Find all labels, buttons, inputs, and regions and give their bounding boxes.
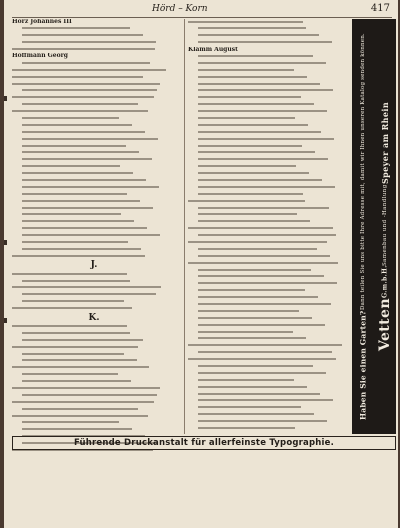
directory-entry bbox=[12, 33, 176, 40]
directory-entry bbox=[188, 102, 352, 109]
directory-entry bbox=[188, 53, 352, 60]
illegible-text-placeholder bbox=[12, 401, 154, 403]
entries-j bbox=[12, 271, 176, 312]
directory-entry bbox=[188, 329, 352, 336]
illegible-text-placeholder bbox=[198, 76, 307, 78]
illegible-text-placeholder bbox=[198, 386, 307, 388]
directory-entry bbox=[188, 302, 352, 309]
directory-entry bbox=[188, 315, 352, 322]
ad-headline: Haben Sie einen Garten? bbox=[358, 310, 368, 420]
illegible-text-placeholder bbox=[198, 234, 336, 236]
gutter-mark bbox=[4, 96, 7, 101]
directory-entry bbox=[12, 177, 176, 184]
directory-entry bbox=[12, 164, 176, 171]
directory-entry: Hoffmann Georg bbox=[12, 53, 68, 60]
illegible-text-placeholder bbox=[198, 296, 318, 298]
directory-entry: Hörz Johannes III bbox=[12, 19, 72, 25]
directory-entry bbox=[188, 391, 352, 398]
illegible-text-placeholder bbox=[198, 324, 325, 326]
directory-entry bbox=[188, 81, 352, 88]
directory-entry bbox=[12, 171, 176, 178]
directory-entry bbox=[12, 253, 176, 260]
illegible-text-placeholder bbox=[12, 387, 160, 389]
illegible-text-placeholder bbox=[12, 96, 154, 98]
illegible-text-placeholder bbox=[12, 325, 127, 327]
directory-entry bbox=[188, 233, 352, 240]
directory-entry bbox=[12, 150, 176, 157]
illegible-text-placeholder bbox=[198, 186, 335, 188]
directory-entry bbox=[188, 40, 352, 47]
directory-entry bbox=[12, 219, 176, 226]
illegible-text-placeholder bbox=[198, 379, 294, 381]
directory-entry bbox=[188, 219, 352, 226]
illegible-text-placeholder bbox=[198, 310, 299, 312]
directory-entry bbox=[188, 205, 352, 212]
illegible-text-placeholder bbox=[22, 300, 124, 302]
directory-entry bbox=[12, 143, 176, 150]
section-heading-k: K. bbox=[88, 312, 100, 323]
ad-text bbox=[352, 19, 374, 434]
illegible-text-placeholder bbox=[198, 193, 303, 195]
directory-entry bbox=[188, 177, 352, 184]
illegible-text-placeholder bbox=[198, 427, 295, 429]
illegible-text-placeholder bbox=[198, 103, 314, 105]
directory-entry bbox=[12, 205, 176, 212]
illegible-text-placeholder bbox=[198, 337, 306, 339]
illegible-text-placeholder bbox=[198, 351, 332, 353]
directory-entry bbox=[12, 358, 176, 365]
vertical-advertisement bbox=[352, 19, 396, 434]
directory-entry bbox=[12, 233, 176, 240]
illegible-text-placeholder bbox=[22, 428, 132, 430]
directory-entry bbox=[188, 336, 352, 343]
directory-entry bbox=[188, 157, 352, 164]
directory-entry bbox=[12, 109, 176, 116]
illegible-text-placeholder bbox=[22, 62, 150, 64]
ad-company-suffix: G.m.b.H. bbox=[381, 265, 389, 299]
right-column bbox=[184, 19, 352, 434]
page-margin bbox=[4, 452, 398, 528]
directory-entry bbox=[188, 171, 352, 178]
directory-entry bbox=[188, 288, 352, 295]
directory-entry bbox=[188, 350, 352, 357]
directory-entry bbox=[12, 198, 176, 205]
directory-entry bbox=[188, 33, 352, 40]
directory-entry bbox=[12, 40, 176, 47]
illegible-text-placeholder bbox=[22, 207, 153, 209]
illegible-text-placeholder bbox=[22, 179, 146, 181]
illegible-text-placeholder bbox=[188, 241, 327, 243]
directory-entry bbox=[12, 60, 176, 67]
illegible-text-placeholder bbox=[198, 269, 311, 271]
illegible-text-placeholder bbox=[198, 282, 337, 284]
directory-entry bbox=[188, 109, 352, 116]
illegible-text-placeholder bbox=[22, 138, 158, 140]
illegible-text-placeholder bbox=[198, 213, 297, 215]
directory-entry bbox=[188, 405, 352, 412]
illegible-text-placeholder bbox=[198, 96, 301, 98]
illegible-text-placeholder bbox=[22, 241, 128, 243]
illegible-text-placeholder bbox=[12, 366, 149, 368]
directory-entry bbox=[12, 337, 176, 344]
illegible-text-placeholder bbox=[22, 103, 138, 105]
illegible-text-placeholder bbox=[188, 21, 303, 23]
directory-entry bbox=[188, 136, 352, 143]
directory-entry bbox=[188, 364, 352, 371]
illegible-text-placeholder bbox=[198, 124, 308, 126]
illegible-text-placeholder bbox=[198, 372, 326, 374]
running-header: Hörd – Korn bbox=[152, 4, 208, 14]
illegible-text-placeholder bbox=[22, 89, 157, 91]
illegible-text-placeholder bbox=[22, 394, 157, 396]
illegible-text-placeholder bbox=[198, 55, 313, 57]
directory-entry bbox=[188, 274, 352, 281]
ad-company-location: Speyer am Rhein bbox=[380, 101, 390, 184]
right-entries bbox=[188, 19, 352, 432]
illegible-text-placeholder bbox=[188, 358, 336, 360]
directory-entry bbox=[188, 412, 352, 419]
illegible-text-placeholder bbox=[22, 165, 120, 167]
directory-entry bbox=[12, 129, 176, 136]
directory-entry bbox=[12, 299, 176, 306]
directory-entry bbox=[188, 74, 352, 81]
illegible-text-placeholder bbox=[22, 339, 143, 341]
directory-entry bbox=[12, 386, 176, 393]
illegible-text-placeholder bbox=[198, 399, 333, 401]
illegible-text-placeholder bbox=[22, 41, 156, 43]
directory-entry bbox=[12, 122, 176, 129]
illegible-text-placeholder bbox=[198, 207, 329, 209]
illegible-text-placeholder bbox=[198, 220, 310, 222]
directory-entry bbox=[12, 372, 176, 379]
illegible-text-placeholder bbox=[198, 289, 305, 291]
illegible-text-placeholder bbox=[198, 117, 295, 119]
illegible-text-placeholder bbox=[22, 421, 119, 423]
directory-entry bbox=[188, 295, 352, 302]
illegible-text-placeholder bbox=[12, 346, 138, 348]
directory-entry bbox=[12, 88, 176, 95]
directory-entry bbox=[12, 365, 176, 372]
directory-entry bbox=[12, 285, 176, 292]
directory-entry bbox=[188, 253, 352, 260]
directory-entry bbox=[12, 392, 176, 399]
directory-entry bbox=[188, 226, 352, 233]
gutter-mark bbox=[4, 318, 7, 323]
illegible-text-placeholder bbox=[22, 193, 127, 195]
illegible-text-placeholder bbox=[198, 255, 330, 257]
illegible-text-placeholder bbox=[198, 275, 324, 277]
directory-entry bbox=[12, 324, 176, 331]
directory-entry bbox=[188, 95, 352, 102]
directory-entry bbox=[12, 240, 176, 247]
directory-entry bbox=[12, 330, 176, 337]
illegible-text-placeholder bbox=[198, 165, 296, 167]
directory-entry bbox=[12, 271, 176, 278]
directory-entry bbox=[188, 343, 352, 350]
directory-entry bbox=[12, 399, 176, 406]
directory-entry bbox=[188, 129, 352, 136]
illegible-text-placeholder bbox=[198, 34, 319, 36]
illegible-text-placeholder bbox=[22, 145, 126, 147]
directory-entry bbox=[188, 377, 352, 384]
illegible-text-placeholder bbox=[12, 273, 127, 275]
directory-entry bbox=[12, 102, 176, 109]
directory-entry bbox=[188, 260, 352, 267]
illegible-text-placeholder bbox=[22, 380, 131, 382]
illegible-text-placeholder bbox=[22, 227, 147, 229]
illegible-text-placeholder bbox=[198, 89, 333, 91]
directory-entry bbox=[188, 150, 352, 157]
directory-entry bbox=[12, 81, 176, 88]
page-header bbox=[12, 3, 392, 18]
illegible-text-placeholder bbox=[22, 124, 132, 126]
illegible-text-placeholder bbox=[198, 131, 321, 133]
illegible-text-placeholder bbox=[22, 359, 137, 361]
directory-entry bbox=[188, 115, 352, 122]
directory-entry bbox=[12, 306, 176, 313]
illegible-text-placeholder bbox=[22, 151, 139, 153]
page-number: 417 bbox=[370, 3, 390, 14]
directory-entry bbox=[188, 88, 352, 95]
directory-entry bbox=[188, 184, 352, 191]
illegible-text-placeholder bbox=[22, 234, 160, 236]
directory-entry bbox=[12, 26, 176, 33]
illegible-text-placeholder bbox=[22, 131, 145, 133]
illegible-text-placeholder bbox=[12, 48, 155, 50]
directory-entry bbox=[12, 157, 176, 164]
directory-entry bbox=[188, 419, 352, 426]
illegible-text-placeholder bbox=[12, 307, 132, 309]
directory-entry bbox=[12, 115, 176, 122]
directory-entry bbox=[188, 212, 352, 219]
illegible-text-placeholder bbox=[198, 406, 301, 408]
directory-entry bbox=[12, 184, 176, 191]
illegible-text-placeholder bbox=[198, 248, 317, 250]
illegible-text-placeholder bbox=[198, 365, 313, 367]
illegible-text-placeholder bbox=[22, 353, 124, 355]
illegible-text-placeholder bbox=[22, 280, 130, 282]
directory-entry bbox=[12, 74, 176, 81]
illegible-text-placeholder bbox=[188, 262, 338, 264]
directory-entry bbox=[12, 67, 176, 74]
directory-entry bbox=[12, 191, 176, 198]
illegible-text-placeholder bbox=[12, 255, 145, 257]
illegible-text-placeholder bbox=[22, 373, 118, 375]
footer-banner: Führende Druckanstalt für allerfeinste Typographie. bbox=[12, 436, 396, 450]
directory-entry bbox=[188, 122, 352, 129]
directory-entry bbox=[12, 406, 176, 413]
directory-entry bbox=[188, 164, 352, 171]
illegible-text-placeholder bbox=[198, 110, 327, 112]
directory-entry bbox=[12, 351, 176, 358]
ad-company-name: Vetten bbox=[377, 298, 393, 352]
illegible-text-placeholder bbox=[22, 27, 130, 29]
directory-entry bbox=[188, 370, 352, 377]
directory-entry bbox=[188, 26, 352, 33]
illegible-text-placeholder bbox=[22, 220, 134, 222]
directory-entry bbox=[12, 292, 176, 299]
directory-entry bbox=[188, 60, 352, 67]
directory-entry bbox=[12, 413, 176, 420]
directory-entry bbox=[12, 379, 176, 386]
directory-entry bbox=[188, 267, 352, 274]
illegible-text-placeholder bbox=[198, 158, 328, 160]
illegible-text-placeholder bbox=[198, 83, 320, 85]
illegible-text-placeholder bbox=[12, 83, 160, 85]
gutter-mark bbox=[4, 240, 7, 245]
directory-entry bbox=[188, 384, 352, 391]
illegible-text-placeholder bbox=[22, 408, 138, 410]
directory-entry bbox=[12, 95, 176, 102]
directory-page bbox=[4, 0, 398, 528]
illegible-text-placeholder bbox=[22, 248, 141, 250]
directory-entry bbox=[12, 420, 176, 427]
illegible-text-placeholder bbox=[22, 200, 140, 202]
illegible-text-placeholder bbox=[198, 413, 314, 415]
directory-entry bbox=[188, 398, 352, 405]
illegible-text-placeholder bbox=[198, 179, 322, 181]
directory-entry bbox=[12, 427, 176, 434]
illegible-text-placeholder bbox=[188, 227, 333, 229]
illegible-text-placeholder bbox=[198, 69, 294, 71]
illegible-text-placeholder bbox=[198, 151, 315, 153]
directory-entry bbox=[188, 240, 352, 247]
directory-entry bbox=[188, 322, 352, 329]
illegible-text-placeholder bbox=[198, 317, 312, 319]
directory-entry bbox=[188, 67, 352, 74]
illegible-text-placeholder bbox=[22, 172, 133, 174]
illegible-text-placeholder bbox=[198, 420, 327, 422]
directory-entry bbox=[12, 344, 176, 351]
directory-entry bbox=[12, 47, 176, 54]
illegible-text-placeholder bbox=[12, 286, 161, 288]
section-heading-j: J. bbox=[90, 260, 98, 271]
directory-entry bbox=[188, 308, 352, 315]
ad-company-business: Samenbau und -Handlung bbox=[382, 183, 388, 266]
directory-entry bbox=[188, 246, 352, 253]
directory-entry bbox=[12, 226, 176, 233]
directory-entry bbox=[188, 281, 352, 288]
directory-entry bbox=[12, 136, 176, 143]
directory-entry bbox=[12, 212, 176, 219]
directory-entry bbox=[12, 246, 176, 253]
illegible-text-placeholder bbox=[22, 332, 130, 334]
illegible-text-placeholder bbox=[188, 344, 342, 346]
illegible-text-placeholder bbox=[22, 158, 152, 160]
directory-columns bbox=[12, 19, 348, 434]
entries-before-j bbox=[12, 19, 176, 260]
illegible-text-placeholder bbox=[198, 303, 331, 305]
illegible-text-placeholder bbox=[198, 331, 293, 333]
illegible-text-placeholder bbox=[22, 293, 156, 295]
illegible-text-placeholder bbox=[198, 393, 320, 395]
illegible-text-placeholder bbox=[12, 76, 143, 78]
illegible-text-placeholder bbox=[22, 186, 159, 188]
illegible-text-placeholder bbox=[12, 69, 166, 71]
directory-entry bbox=[12, 278, 176, 285]
illegible-text-placeholder bbox=[198, 27, 306, 29]
directory-entry bbox=[188, 191, 352, 198]
left-column bbox=[12, 19, 176, 434]
illegible-text-placeholder bbox=[198, 145, 302, 147]
directory-entry bbox=[188, 198, 352, 205]
illegible-text-placeholder bbox=[22, 213, 121, 215]
ad-body: Dann teilen Sie uns bitte Ihre Adresse mit, damit wir Ihnen unseren Katalog senden können. bbox=[360, 33, 366, 311]
illegible-text-placeholder bbox=[198, 138, 334, 140]
directory-entry bbox=[188, 19, 352, 26]
illegible-text-placeholder bbox=[22, 117, 119, 119]
illegible-text-placeholder bbox=[198, 172, 309, 174]
illegible-text-placeholder bbox=[188, 200, 305, 202]
directory-entry bbox=[188, 143, 352, 150]
directory-entry: Klamm August bbox=[188, 46, 238, 53]
illegible-text-placeholder bbox=[198, 41, 332, 43]
illegible-text-placeholder bbox=[12, 415, 148, 417]
illegible-text-placeholder bbox=[22, 34, 143, 36]
illegible-text-placeholder bbox=[198, 62, 326, 64]
ad-company bbox=[374, 19, 396, 434]
directory-entry bbox=[188, 357, 352, 364]
directory-entry bbox=[188, 426, 352, 433]
illegible-text-placeholder bbox=[12, 110, 148, 112]
